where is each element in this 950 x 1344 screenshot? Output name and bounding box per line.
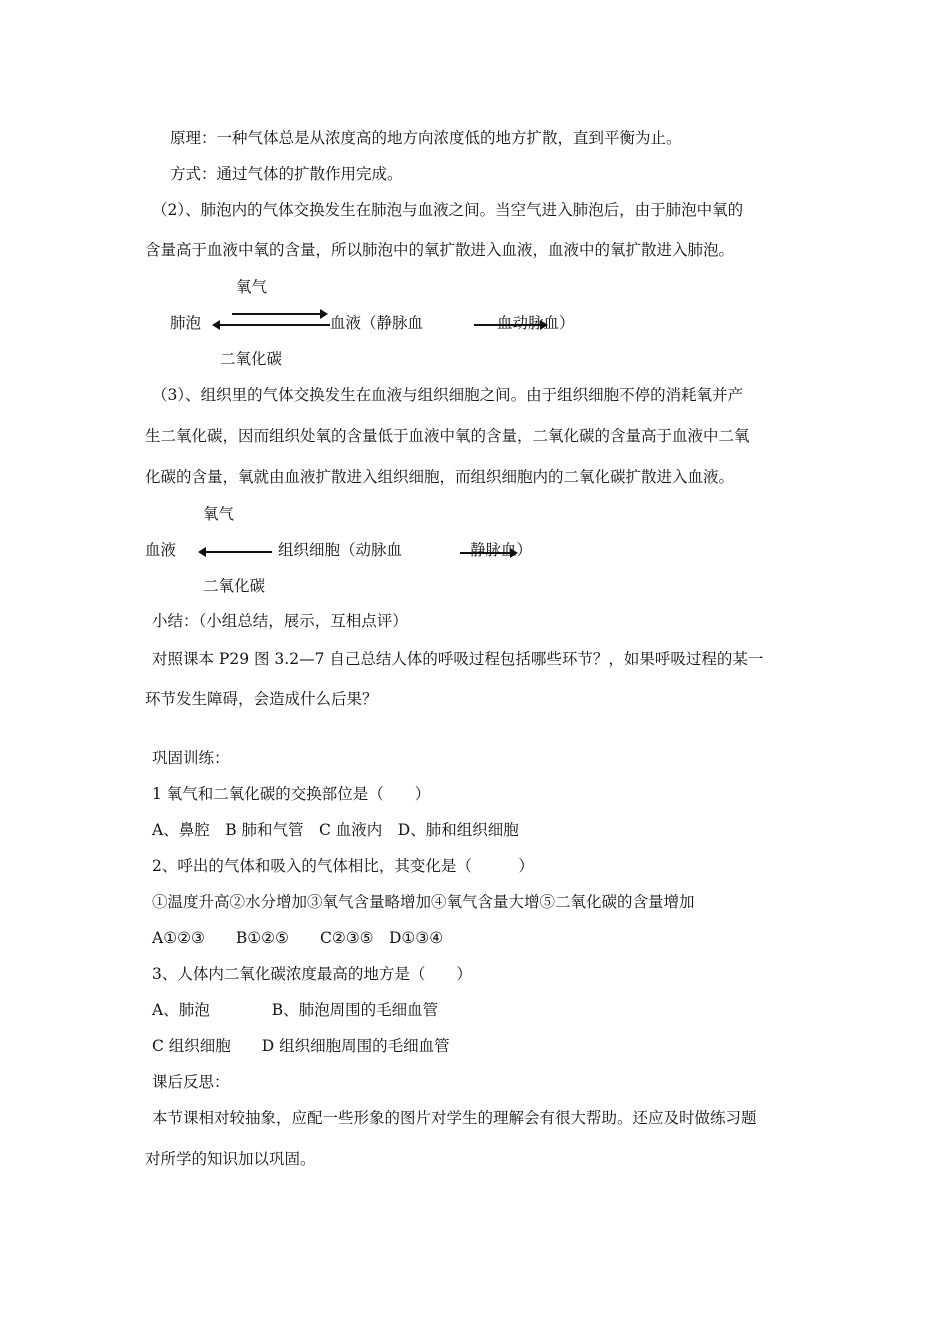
tissue-paragraph-line1: （3）、组织里的气体交换发生在血液与组织细胞之间。由于组织细胞不停的消耗氧并产 bbox=[152, 386, 744, 404]
reflection-title: 课后反思： bbox=[152, 1073, 230, 1091]
alveoli-paragraph-line1: （2）、肺泡内的气体交换发生在肺泡与血液之间。当空气进入肺泡后，由于肺泡中氧的 bbox=[152, 201, 744, 219]
question-1: 1 氧气和二氧化碳的交换部位是（ ） bbox=[152, 785, 431, 803]
alveoli-label: 肺泡 bbox=[170, 314, 202, 332]
reflection-line2: 对所学的知识加以巩固。 bbox=[145, 1150, 316, 1168]
venous-blood-label: 静脉血） bbox=[470, 541, 533, 559]
oxygen-label-2: 氧气 bbox=[203, 505, 235, 523]
summary-title: 小结：（小组总结，展示，互相点评） bbox=[152, 612, 408, 630]
carbon-dioxide-arrow-left-2 bbox=[200, 551, 272, 553]
question-3: 3、人体内二氧化碳浓度最高的地方是（ ） bbox=[152, 965, 472, 983]
blood-label: 血液 bbox=[145, 541, 177, 559]
carbon-dioxide-label: 二氧化碳 bbox=[220, 350, 283, 368]
reflection-line1: 本节课相对较抽象，应配一些形象的图片对学生的理解会有很大帮助。还应及时做练习题 bbox=[152, 1109, 757, 1127]
summary-line2: 环节发生障碍，会造成什么后果？ bbox=[145, 690, 378, 708]
question-3-options-a: A、肺泡 B、肺泡周围的毛细血管 bbox=[152, 1001, 439, 1019]
blood-venous-label: 血液（静脉血 bbox=[330, 314, 424, 332]
oxygen-arrow-right bbox=[232, 313, 326, 315]
oxygen-label: 氧气 bbox=[236, 278, 268, 296]
carbon-dioxide-arrow-left bbox=[214, 324, 330, 326]
tissue-paragraph-line2: 生二氧化碳，因而组织处氧的含量低于血液中氧的含量，二氧化碳的含量高于血液中二氧 bbox=[145, 427, 750, 445]
tissue-paragraph-line3: 化碳的含量，氧就由血液扩散进入组织细胞，而组织细胞内的二氧化碳扩散进入血液。 bbox=[145, 468, 735, 486]
question-2-options: A①②③ B①②⑤ C②③⑤ D①③④ bbox=[152, 929, 444, 947]
practice-title: 巩固训练： bbox=[152, 749, 230, 767]
principle-text: 原理：一种气体总是从浓度高的地方向浓度低的地方扩散，直到平衡为止。 bbox=[170, 129, 682, 147]
question-2: 2、呼出的气体和吸入的气体相比，其变化是（ ） bbox=[152, 857, 534, 875]
carbon-dioxide-label-2: 二氧化碳 bbox=[203, 577, 266, 595]
tissue-cell-arterial-label: 组织细胞（动脉血 bbox=[278, 541, 403, 559]
summary-line1: 对照课本 P29 图 3.2—7 自己总结人体的呼吸过程包括哪些环节？，如果呼吸过程的某一 bbox=[152, 650, 764, 668]
question-2-items: ①温度升高②水分增加③氧气含量略增加④氧气含量大增⑤二氧化碳的含量增加 bbox=[152, 893, 695, 911]
method-text: 方式：通过气体的扩散作用完成。 bbox=[170, 165, 403, 183]
arterial-blood-label: 血动脉血） bbox=[497, 314, 575, 332]
question-1-options: A、鼻腔 B 肺和气管 C 血液内 D、肺和组织细胞 bbox=[152, 821, 519, 839]
question-3-options-b: C 组织细胞 D 组织细胞周围的毛细血管 bbox=[152, 1037, 450, 1055]
alveoli-paragraph-line2: 含量高于血液中氧的含量，所以肺泡中的氧扩散进入血液，血液中的氧扩散进入肺泡。 bbox=[145, 241, 735, 259]
